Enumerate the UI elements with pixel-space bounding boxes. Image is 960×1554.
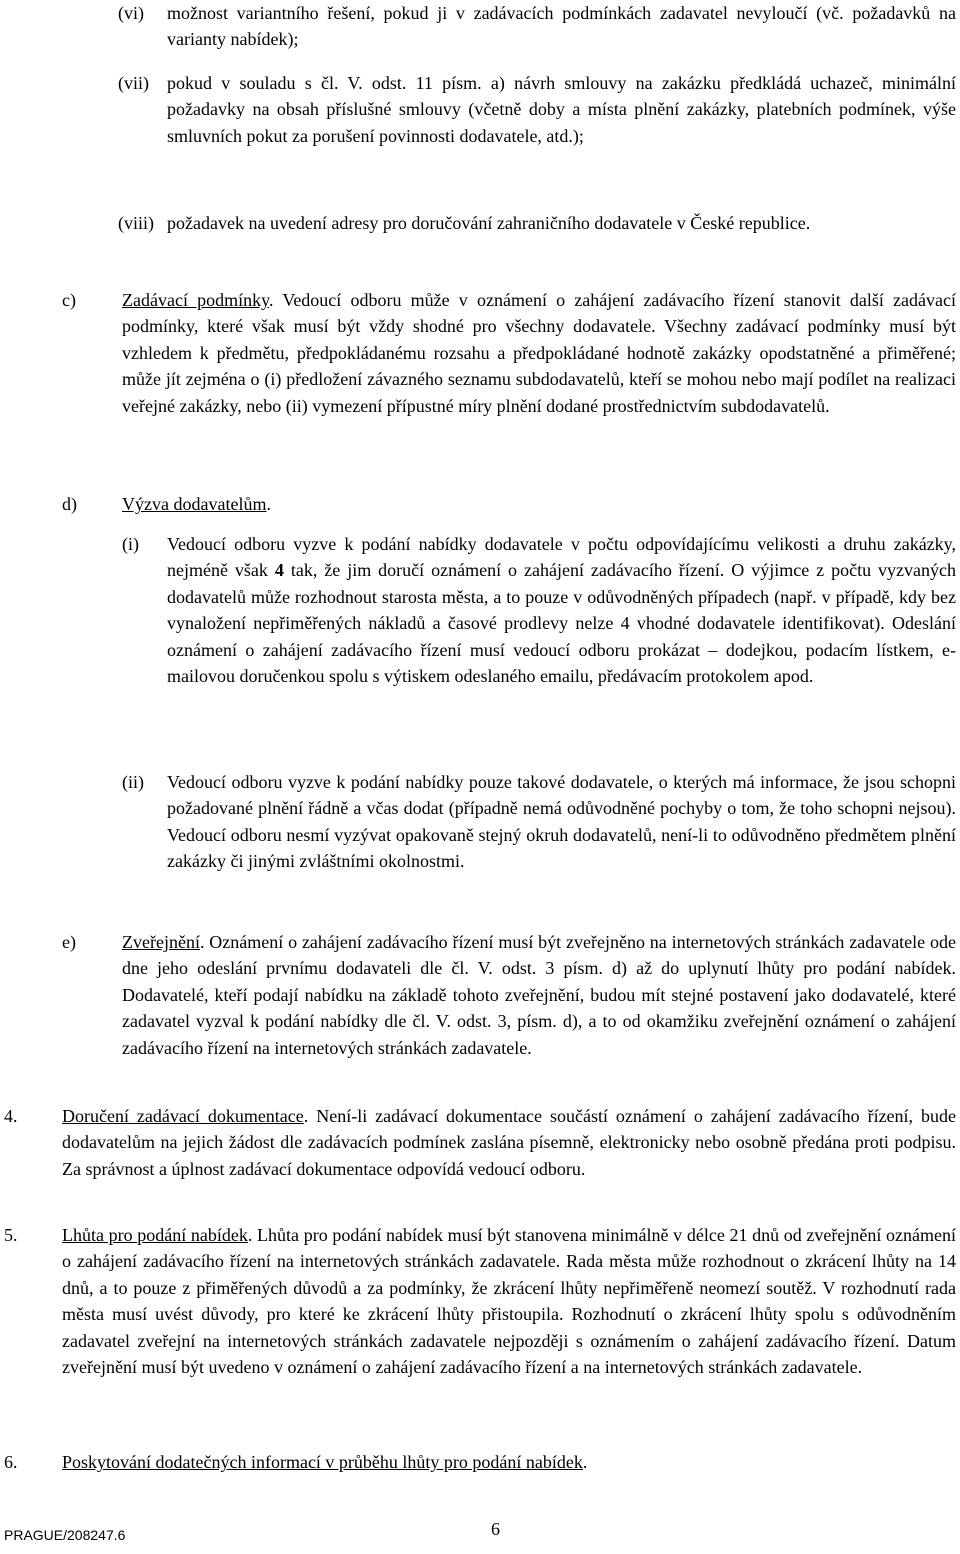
subitem-label-d-ii: (ii) [122,772,144,792]
subitem-d-ii-text: Vedoucí odboru vyzve k podání nabídky pouze takové dodavatele, o kterých má informace, že jsou schopni požadované plnění řádně a včas dodat (případně nemá odůvodněné pochyby o tom, že toho schopni nejsou). Vedoucí odboru nesmí vyzývat opakovaně stejný okruh dodavatelů, není-li to odůvodněno předmětem plnění zakázky či jinými zvláštními okolnostmi. [167,772,956,872]
subitem-d-i-text [167,531,956,689]
numbered-5-heading: Lhůta pro podání nabídek [62,1225,248,1245]
section-e-heading: Zveřejnění [122,932,200,952]
subitem-d-i-text-b: tak, že jim doručí oznámení o zahájení zadávacího řízení. O výjimce z počtu vyzvaných dodavatelů může rozhodnout starosta města, a to pouze v odůvodněných případech (např. v případě, kdy bez vynaložení nepřiměřených nákladů a časové prodlevy nelze 4 vhodné dodavatele identifikovat). Odeslání oznámení o zahájení zadávacího řízení musí vedoucí odboru prokázat – dodejkou, podacím lístkem, e-mailovou doručenkou spolu s výtiskem odeslaného emailu, předávacím protokolem apod. [167,560,957,687]
item-vi-text: možnost variantního řešení, pokud ji v zadávacích podmínkách zadavatel nevyloučí (vč. požadavků na varianty nabídek); [167,3,956,50]
numbered-4-heading: Doručení zadávací dokumentace [62,1106,304,1126]
numbered-6-heading: Poskytování dodatečných informací v průběhu lhůty pro podání nabídek [62,1452,583,1472]
section-d-heading: Výzva dodavatelům [122,494,267,514]
section-d-heading-period: . [266,494,271,514]
numbered-5-paragraph [62,1222,956,1380]
numbered-label-5: 5. [4,1225,18,1245]
numbered-6-paragraph [62,1449,587,1475]
subitem-d-i-count: 4 [274,560,284,581]
section-e-paragraph [122,929,956,1061]
footer-document-id: PRAGUE/208247.6 [4,1527,126,1543]
item-vii-text: pokud v souladu s čl. V. odst. 11 písm. a) návrh smlouvy na zakázku předkládá uchazeč, minimální požadavky na obsah příslušné smlouvy (včetně doby a místa plnění zakázky, platebních podmínek, výše smluvních pokut za porušení povinnosti dodavatele, atd.); [167,73,956,146]
section-label-e: e) [62,932,76,952]
section-label-c: c) [62,290,76,310]
section-e-text: . Oznámení o zahájení zadávacího řízení musí být zveřejněno na internetových stránkách zadavatele ode dne jeho odeslání prvnímu dodavateli dle čl. V. odst. 3 písm. d) až do uplynutí lhůty pro podání nabídek. Dodavatelé, kteří podají nabídku na základě tohoto zveřejnění, budou mít stejné postavení jako dodavatelé, které zadavatel vyzval k podání nabídky dle čl. V. odst. 3, písm. d), a to od okamžiku zveřejnění oznámení o zahájení zadávacího řízení na internetových stránkách zadavatele. [122,932,956,1058]
section-c-text: . Vedoucí odboru může v oznámení o zahájení zadávacího řízení stanovit další zadávací podmínky, které však musí být vždy shodné pro všechny dodavatele. Všechny zadávací podmínky musí být vzhledem k předmětu, předpokládanému rozsahu a předpokládané hodnotě zakázky opodstatněné a přiměřené; může jít zejména o (i) předložení závazného seznamu subdodavatelů, kteří se mohou nebo mají podílet na realizaci veřejné zakázky, nebo (ii) vymezení přípustné míry plnění dodané prostřednictvím subdodavatelů. [122,290,956,416]
subitem-label-d-i: (i) [122,534,139,554]
section-c-heading: Zadávací podmínky [122,290,269,310]
section-d-paragraph [122,491,271,517]
numbered-6-heading-period: . [582,1452,588,1472]
item-viii-text: požadavek na uvedení adresy pro doručování zahraničního dodavatele v České republice. [167,213,811,233]
numbered-label-4: 4. [4,1106,18,1126]
numbered-5-text: . Lhůta pro podání nabídek musí být stanovena minimálně v délce 21 dnů od zveřejnění oznámení o zahájení zadávacího řízení na internetových stránkách zadavatele. Rada města může rozhodnout o zkrácení lhůty na 14 dnů, a to pouze z přiměřených důvodů a za podmínky, že zkrácení lhůty nepřiměřeně neomezí soutěž. V rozhodnutí rada města musí uvést důvody, pro které ke zkrácení lhůty přistoupila. Rozhodnutí o zkrácení lhůty spolu s odůvodněním zadavatel zveřejní na internetových stránkách zadavatele nejpozději s oznámením o zahájení zadávacího řízení. Datum zveřejnění musí být uvedeno v oznámení o zahájení zadávacího řízení a na internetových stránkách zadavatele. [62,1225,956,1378]
subitem-d-i-text-a: Vedoucí odboru vyzve k podání nabídky dodavatele v počtu odpovídajícímu velikosti a druhu zakázky, nejméně však [167,534,956,581]
page-number: 6 [491,1519,500,1539]
section-label-d: d) [62,494,77,514]
item-label-vi: (vi) [118,3,144,23]
item-label-viii: (viii) [118,213,154,233]
numbered-4-paragraph [62,1103,956,1182]
item-label-vii: (vii) [118,73,149,93]
numbered-label-6: 6. [4,1452,18,1472]
section-c-paragraph [122,287,956,419]
numbered-4-text: . Není-li zadávací dokumentace součástí oznámení o zahájení zadávacího řízení, bude dodavatelům na jejich žádost dle zadávacích podmínek zaslána písemně, elektronicky nebo osobně předána proti podpisu. Za správnost a úplnost zadávací dokumentace odpovídá vedoucí odboru. [62,1106,956,1179]
